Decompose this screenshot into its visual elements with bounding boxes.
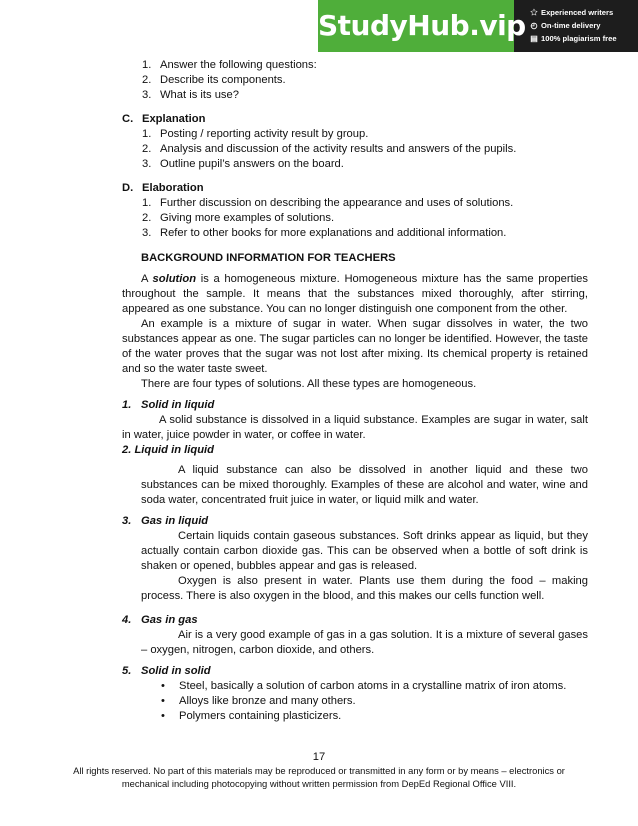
section-heading-elaboration: D. Elaboration bbox=[122, 182, 204, 194]
list-item: 1. Further discussion on describing the appearance and uses of solutions. bbox=[142, 197, 514, 209]
elaboration-list bbox=[142, 196, 588, 241]
liquid-in-liquid-text: A liquid substance can also be dissolved in another liquid and these two substances can be mixed thoroughly. Examples of these are alcohol and water, wine and soda water, concentrated fruit juice in water, or liquid milk and water. bbox=[141, 464, 588, 506]
gas-in-liquid-text: Certain liquids contain gaseous substances. Soft drinks appear as liquid, but they actually contain carbon dioxide gas. This can be observed when a bottle of soft drink is shaken or opened, bubbles appear and gas is released. bbox=[141, 530, 588, 572]
gas-in-gas-text: Air is a very good example of gas in a gas solution. It is a mixture of several gases – oxygen, nitrogen, carbon dioxide, and others. bbox=[141, 629, 588, 656]
section-heading-explanation: C. Explanation bbox=[122, 113, 206, 125]
studyhub-logo[interactable]: StudyHub.vip bbox=[318, 0, 514, 52]
solid-in-solid-list bbox=[161, 679, 588, 724]
copyright-footer: All rights reserved. No part of this materials may be reproduced or transmitted in any form or by means – electronics or mechanical including photocopying without written permission from DepEd Regional Office VIII. bbox=[73, 765, 565, 789]
feature-text: On-time delivery bbox=[541, 21, 601, 30]
question-list bbox=[142, 58, 588, 103]
feature-badge bbox=[529, 19, 617, 32]
studyhub-banner[interactable] bbox=[318, 0, 638, 52]
list-item: 3. Outline pupil’s answers on the board. bbox=[142, 158, 344, 170]
list-item: 2. Analysis and discussion of the activity results and answers of the pupils. bbox=[142, 143, 517, 155]
list-item: 1. Posting / reporting activity result by group. bbox=[142, 128, 369, 140]
feature-text: 100% plagiarism free bbox=[541, 34, 617, 43]
document-icon: ▤ bbox=[530, 34, 538, 43]
list-item: 3. What is its use? bbox=[142, 89, 239, 101]
page-number: 17 bbox=[312, 751, 326, 763]
list-item: • Polymers containing plasticizers. bbox=[161, 710, 342, 722]
sugar-example-paragraph: An example is a mixture of sugar in water. When sugar dissolves in water, the two substances appear as one. The sugar particles can no longer be identified. However, the taste of the water proves that the sugar was not lost after mixing. Its chemical property is retained and so the water taste sweet. bbox=[122, 318, 588, 375]
feature-badges bbox=[529, 6, 617, 45]
document-body bbox=[122, 58, 588, 724]
type-heading-liquid-in-liquid: 2. Liquid in liquid bbox=[122, 444, 214, 456]
star-icon: ✩ bbox=[530, 8, 538, 17]
oxygen-in-water-text: Oxygen is also present in water. Plants use them during the food – making process. There is also oxygen in the blood, and this makes our cells function well. bbox=[141, 575, 588, 602]
solution-definition: A solution is a homogeneous mixture. Homogeneous mixture has the same properties throughout the sample. It means that the substances mixed thoroughly, after stirring, appeared as one substance. You can no longer distinguish one component from the other. bbox=[122, 273, 589, 315]
type-heading-solid-in-liquid: 1. Solid in liquid bbox=[122, 399, 215, 411]
feature-badge bbox=[529, 32, 617, 45]
types-intro-paragraph: There are four types of solutions. All these types are homogeneous. bbox=[141, 378, 477, 390]
feature-badge bbox=[529, 6, 617, 19]
background-heading: BACKGROUND INFORMATION FOR TEACHERS bbox=[141, 252, 396, 264]
type-heading-gas-in-gas: 4. Gas in gas bbox=[122, 614, 198, 626]
list-item: 2. Giving more examples of solutions. bbox=[142, 212, 335, 224]
feature-text: Experienced writers bbox=[541, 8, 614, 17]
list-item: • Alloys like bronze and many others. bbox=[161, 695, 356, 707]
type-heading-solid-in-solid: 5. Solid in solid bbox=[122, 665, 211, 677]
type-heading-gas-in-liquid: 3. Gas in liquid bbox=[122, 515, 209, 527]
list-item: 3. Refer to other books for more explanations and additional information. bbox=[142, 227, 507, 239]
clock-icon: ◴ bbox=[530, 21, 538, 30]
list-item: 1. Answer the following questions: bbox=[142, 59, 317, 71]
list-item: 2. Describe its components. bbox=[142, 74, 286, 86]
explanation-list bbox=[142, 127, 588, 172]
list-item: • Steel, basically a solution of carbon atoms in a crystalline matrix of iron atoms. bbox=[161, 680, 567, 692]
solid-in-liquid-text: A solid substance is dissolved in a liquid substance. Examples are sugar in water, salt in water, juice powder in water, or coffee in water. bbox=[122, 414, 588, 441]
